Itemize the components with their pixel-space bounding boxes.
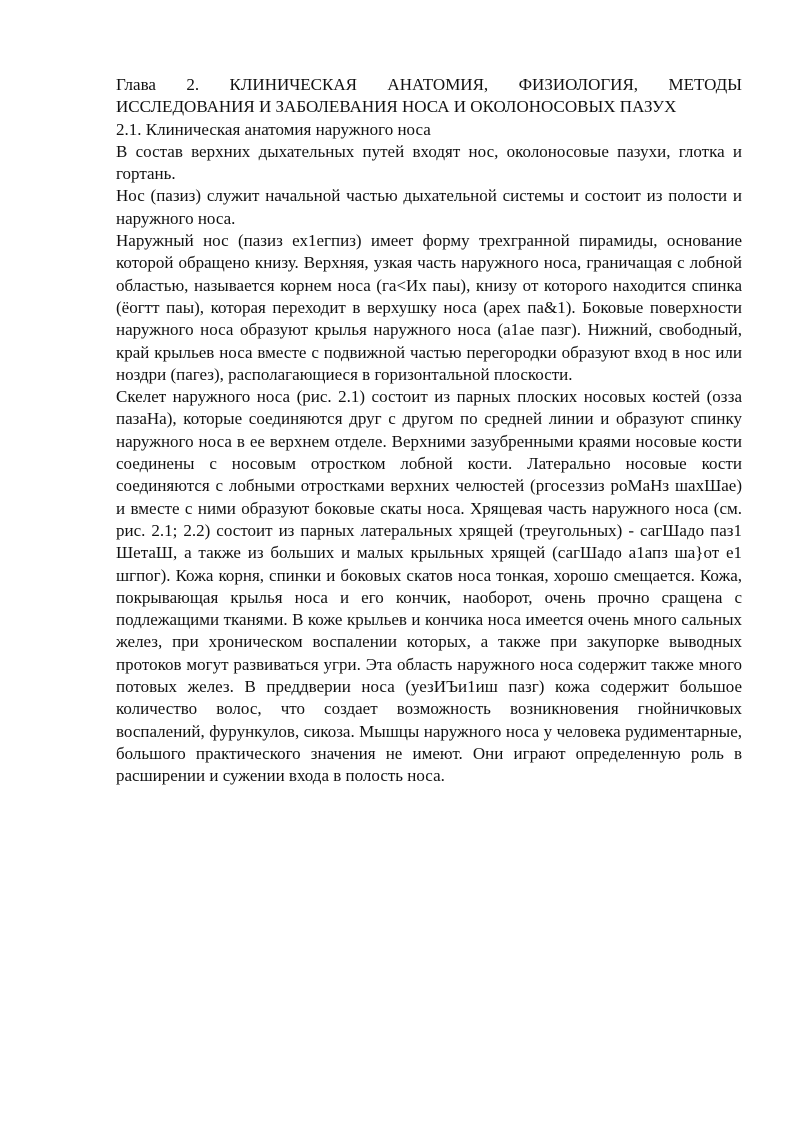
chapter-title-line-1: Глава 2. КЛИНИЧЕСКАЯ АНАТОМИЯ, ФИЗИОЛОГИЯ, МЕТОДЫ <box>116 75 742 94</box>
paragraph-3: Наружный нос (пазиз ех1егпиз) имеет форму трехгранной пирамиды, основание которой обращено книзу. Верхняя, узкая часть наружного носа, граничащая с лобной областью, называется корнем носа (га<Их паы), книзу от которого находится спинка (ёогтт паы), которая переходит в верхушку носа (арех па&1). Боковые поверхности наружного носа образуют крылья наружного носа (а1ае пазг). Нижний, свободный, край крыльев носа вместе с подвижной частью перегородки образуют вход в нос или ноздри (пагез), располагающиеся в горизонтальной плоскости. <box>116 231 742 384</box>
paragraph-1: В состав верхних дыхательных путей входят нос, околоносовые пазухи, глотка и гортань. <box>116 141 742 184</box>
chapter-title-line-2: ИССЛЕДОВАНИЯ И ЗАБОЛЕВАНИЯ НОСА И ОКОЛОНОСОВЫХ ПАЗУХ <box>116 97 677 117</box>
document-page <box>116 74 742 788</box>
section-heading: 2.1. Клиническая анатомия наружного носа <box>116 119 431 139</box>
paragraph-4: Скелет наружного носа (рис. 2.1) состоит из парных плоских носовых костей (озза пазаНа), которые соединяются друг с другом по средней линии и образуют спинку наружного носа в ее верхнем отделе. Верхними зазубренными краями носовые кости соединены с носовым отростком лобной кости. Латерально носовые кости соединяются с лобными отростками верхних челюстей (ргосеззиз роМаНз шахШае) и вместе с ними образуют боковые скаты носа. Хрящевая часть наружного носа (см. рис. 2.1; 2.2) состоит из парных латеральных хрящей (треугольных) - сагШадо паз1 ШетаШ, а также из больших и малых крыльных хрящей (сагШадо а1апз ша}от е1 шгпог). Кожа корня, спинки и боковых скатов носа тонкая, хорошо смещается. Кожа, покрывающая крылья носа и его кончик, наоборот, очень прочно сращена с подлежащими тканями. В коже крыльев и кончика носа имеется очень много сальных желез, при хроническом воспалении которых, а также при закупорке выводных протоков могут развиваться угри. Эта область наружного носа содержит также много потовых желез. В преддверии носа (уезИЪи1иш пазг) кожа содержит большое количество волос, что создает возможность возникновения гнойничковых воспалений, фурункулов, сикоза. Мышцы наружного носа у человека рудиментарные, большого практического значения не имеют. Они играют определенную роль в расширении и сужении входа в полость носа. <box>116 387 742 786</box>
paragraph-2: Нос (пазиз) служит начальной частью дыхательной системы и состоит из полости и наружного носа. <box>116 186 742 228</box>
